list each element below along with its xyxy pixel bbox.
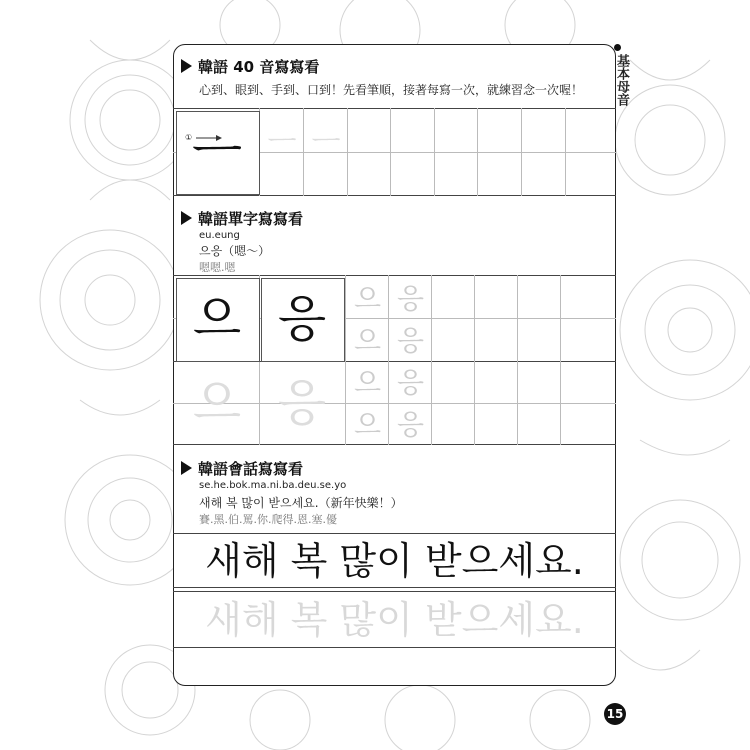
stroke-number: ① (185, 133, 193, 142)
trace-syllable: 응 (277, 374, 327, 432)
section-title: 韓語 40 音寫寫看 (198, 58, 320, 76)
model-letter: ㅡ (191, 123, 243, 183)
trace-syllable: 응 (396, 408, 425, 441)
trace-syllable: 으 (353, 324, 382, 357)
model-sentence: 새해 복 많이 받으세요. (205, 539, 584, 583)
trace-syllable: 응 (396, 282, 425, 315)
model-syllable: 응 (277, 290, 327, 348)
trace-syllable: 으 (353, 282, 382, 315)
trace-letter: ㅡ (267, 125, 297, 160)
trace-sentence: 새해 복 많이 받으세요. (205, 598, 584, 642)
side-tab-label: 基本母音 (614, 54, 629, 106)
section-title: 韓語會話寫寫看 (198, 460, 304, 478)
romanization: se.he.bok.ma.ni.ba.deu.se.yo (199, 480, 347, 491)
word-with-meaning: 으응（嗯～） (199, 244, 271, 258)
trace-syllable: 응 (396, 324, 425, 357)
trace-letter: ㅡ (311, 125, 341, 160)
sentence-with-meaning: 새해 복 많이 받으세요.（新年快樂！） (199, 496, 403, 510)
triangle-bullet-icon (181, 59, 192, 73)
romanization: eu.eung (199, 230, 240, 241)
triangle-bullet-icon (181, 211, 192, 225)
instruction-text: 心到、眼到、手到、口到！先看筆順，接著每寫一次，就練習念一次喔！ (199, 83, 584, 97)
section-header (181, 458, 303, 479)
trace-syllable: 응 (396, 366, 425, 399)
section-title: 韓語單字寫寫看 (198, 210, 304, 228)
model-syllable: 으 (192, 290, 242, 348)
chinese-pronunciation: 嗯嗯.嗯 (199, 261, 236, 274)
trace-syllable: 으 (353, 408, 382, 441)
chinese-pronunciation: 賽.黑.伯.罵.你.爬得.恩.塞.優 (199, 513, 337, 526)
triangle-bullet-icon (181, 461, 192, 475)
trace-syllable: 으 (192, 374, 242, 432)
page-number: 15 (604, 703, 626, 725)
bullet-icon (614, 44, 621, 51)
section-header (181, 208, 303, 229)
trace-syllable: 으 (353, 366, 382, 399)
section-header (181, 56, 319, 77)
